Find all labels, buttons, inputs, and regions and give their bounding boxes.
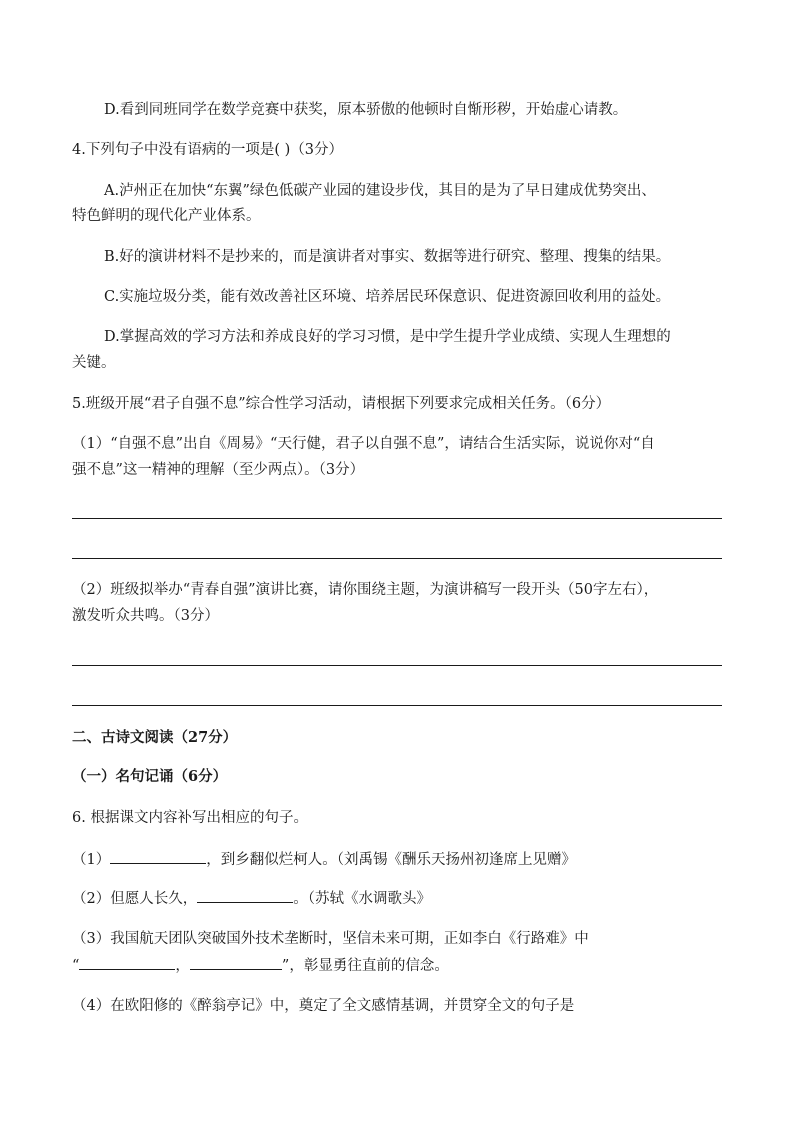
q4-option-b: B.好的演讲材料不是抄来的，而是演讲者对事实、数据等进行研究、整理、搜集的结果。 (104, 249, 671, 265)
q3-option-d: D.看到同班同学在数学竞赛中获奖，原本骄傲的他顿时自惭形秽，开始虚心请教。 (104, 102, 628, 118)
q4-option-d-line2: 关键。 (72, 355, 116, 371)
q6-item3-line1: （3）我国航天团队突破国外技术垄断时，坚信未来可期，正如李白《行路难》中 (72, 931, 589, 947)
answer-line[interactable] (72, 665, 722, 666)
answer-line[interactable] (72, 705, 722, 706)
q6-item1-prefix: （1） (72, 852, 111, 868)
q4-option-d-line1: D.掌握高效的学习方法和养成良好的学习习惯，是中学生提升学业成绩、实现人生理想的 (104, 329, 671, 345)
q5-sub1-line1: （1）“自强不息”出自《周易》“天行健，君子以自强不息”，请结合生活实际，说说你对“自 (72, 436, 655, 452)
section-title: 二、古诗文阅读（27分） (72, 729, 238, 746)
fill-blank[interactable] (190, 955, 282, 970)
q6-item1 (72, 849, 722, 870)
q6-item2-prefix: （2）但愿人长久， (72, 891, 198, 907)
q5-sub2-line2: 激发听众共鸣。（3分） (72, 608, 219, 624)
q5-sub1-line2: 强不息”这一精神的理解（至少两点）。（3分） (72, 462, 365, 478)
q6-stem: 6. 根据课文内容补写出相应的句子。 (72, 810, 308, 826)
fill-blank[interactable] (79, 955, 175, 970)
answer-line[interactable] (72, 518, 722, 519)
q6-item3-comma: ， (175, 958, 190, 974)
q4-option-a-line1: A.泸州正在加快“东翼”绿色低碳产业园的建设步伐，其目的是为了早日建成优势突出、 (104, 183, 656, 199)
q6-item2 (72, 888, 722, 909)
q6-item3-line2 (72, 955, 722, 976)
fill-blank[interactable] (110, 849, 206, 864)
q4-option-a-line2: 特色鲜明的现代化产业体系。 (72, 208, 261, 224)
q4-stem: 4.下列句子中没有语病的一项是( )（3分） (72, 142, 343, 158)
q6-item4: （4）在欧阳修的《醉翁亭记》中，奠定了全文感情基调，并贯穿全文的句子是 (72, 998, 575, 1014)
q6-item2-suffix: 。（苏轼《水调歌头》 (293, 891, 431, 907)
q4-option-c: C.实施垃圾分类，能有效改善社区环境、培养居民环保意识、促进资源回收利用的益处。 (104, 289, 671, 305)
q5-sub2-line1: （2）班级拟举办“青春自强”演讲比赛，请你围绕主题，为演讲稿写一段开头（50字左右）， (72, 582, 659, 598)
answer-line[interactable] (72, 558, 722, 559)
q5-stem: 5.班级开展“君子自强不息”综合性学习活动，请根据下列要求完成相关任务。（6分） (72, 396, 611, 412)
q6-item1-suffix: ，到乡翻似烂柯人。（刘禹锡《酬乐天扬州初逢席上见赠》 (206, 852, 576, 868)
part-title: （一）名句记诵（6分） (72, 768, 228, 785)
fill-blank[interactable] (197, 888, 293, 903)
q6-item3-open-quote: “ (72, 958, 80, 974)
q6-item3-close: ”，彰显勇往直前的信念。 (281, 958, 449, 974)
